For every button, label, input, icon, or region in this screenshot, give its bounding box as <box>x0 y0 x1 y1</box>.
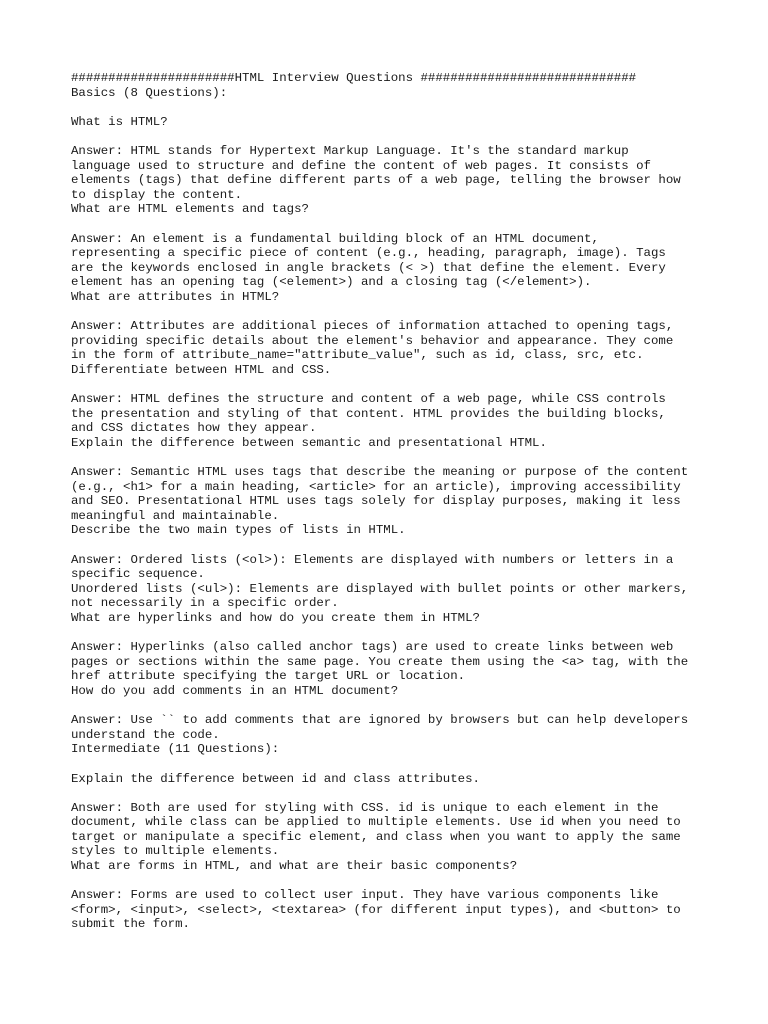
question-comments: How do you add comments in an HTML document? <box>71 683 399 698</box>
answer-line: document, while class can be applied to multiple elements. Use id when you need to <box>71 815 681 830</box>
answer-line: meaningful and maintainable. <box>71 508 280 523</box>
question-hyperlinks: What are hyperlinks and how do you create them in HTML? <box>71 610 480 625</box>
answer-line: specific sequence. <box>71 567 205 582</box>
answer-line: and SEO. Presentational HTML uses tags solely for display purposes, making it less <box>71 494 681 509</box>
blank-line <box>71 699 711 714</box>
answer-line: Answer: An element is a fundamental building block of an HTML document, <box>71 231 599 246</box>
document-body <box>71 71 711 932</box>
answer-line: Answer: Hyperlinks (also called anchor tags) are used to create links between web <box>71 640 674 655</box>
answer-line: href attribute specifying the target URL or location. <box>71 669 466 684</box>
question-list-types: Describe the two main types of lists in HTML. <box>71 523 406 538</box>
answer-line: Answer: Semantic HTML uses tags that describe the meaning or purpose of the content <box>71 465 689 480</box>
answer-line: not necessarily in a specific order. <box>71 596 339 611</box>
answer-line: representing a specific piece of content (e.g., heading, paragraph, image). Tags <box>71 246 666 261</box>
blank-line <box>71 129 711 144</box>
answer-line: target or manipulate a specific element, and class when you want to apply the same <box>71 829 681 844</box>
blank-line <box>71 305 711 320</box>
blank-line <box>71 757 711 772</box>
answer-line: understand the code. <box>71 727 220 742</box>
answer-line: Answer: Both are used for styling with CSS. id is unique to each element in the <box>71 800 659 815</box>
answer-line: Unordered lists (<ul>): Elements are displayed with bullet points or other markers, <box>71 581 689 596</box>
answer-line: in the form of attribute_name="attribute_value", such as id, class, src, etc. <box>71 348 644 363</box>
blank-line <box>71 626 711 641</box>
answer-line: pages or sections within the same page. You create them using the <a> tag, with the <box>71 654 689 669</box>
blank-line <box>71 377 711 392</box>
question-semantic-vs-presentational: Explain the difference between semantic and presentational HTML. <box>71 435 547 450</box>
answer-line: styles to multiple elements. <box>71 844 280 859</box>
answer-line: the presentation and styling of that content. HTML provides the building blocks, <box>71 406 666 421</box>
answer-line: submit the form. <box>71 917 190 932</box>
document-title: ######################HTML Interview Questions ############################# <box>71 71 637 85</box>
answer-line: and CSS dictates how they appear. <box>71 421 317 436</box>
question-what-is-html: What is HTML? <box>71 114 168 129</box>
answer-line: Answer: Use `` to add comments that are ignored by browsers but can help developers <box>71 713 689 728</box>
question-html-vs-css: Differentiate between HTML and CSS. <box>71 362 332 377</box>
answer-line: Answer: Attributes are additional pieces of information attached to opening tags, <box>71 319 674 334</box>
answer-line: element has an opening tag (<element>) and a closing tag (</element>). <box>71 275 592 290</box>
answer-line: (e.g., <h1> for a main heading, <article> for an article), improving accessibility <box>71 479 681 494</box>
section-heading-intermediate: Intermediate (11 Questions): <box>71 742 280 757</box>
answer-line: Answer: HTML defines the structure and content of a web page, while CSS controls <box>71 392 666 407</box>
question-forms: What are forms in HTML, and what are their basic components? <box>71 859 518 874</box>
blank-line <box>71 450 711 465</box>
answer-line: language used to structure and define the content of web pages. It consists of <box>71 158 651 173</box>
blank-line <box>71 538 711 553</box>
section-heading-basics: Basics (8 Questions): <box>71 85 228 100</box>
question-attributes: What are attributes in HTML? <box>71 289 280 304</box>
blank-line <box>71 786 711 801</box>
blank-line <box>71 217 711 232</box>
answer-line: <form>, <input>, <select>, <textarea> (for different input types), and <button> to <box>71 902 681 917</box>
answer-line: Answer: Ordered lists (<ol>): Elements are displayed with numbers or letters in a <box>71 552 674 567</box>
blank-line <box>71 874 711 889</box>
answer-line: Answer: Forms are used to collect user input. They have various components like <box>71 888 659 903</box>
question-html-elements-tags: What are HTML elements and tags? <box>71 202 309 217</box>
answer-line: providing specific details about the element's behavior and appearance. They come <box>71 333 674 348</box>
answer-line: elements (tags) that define different parts of a web page, telling the browser how <box>71 173 681 188</box>
answer-line: to display the content. <box>71 187 243 202</box>
answer-line: Answer: HTML stands for Hypertext Markup Language. It's the standard markup <box>71 143 629 158</box>
blank-line <box>71 100 711 115</box>
question-id-vs-class: Explain the difference between id and class attributes. <box>71 771 480 786</box>
answer-line: are the keywords enclosed in angle brackets (< >) that define the element. Every <box>71 260 666 275</box>
